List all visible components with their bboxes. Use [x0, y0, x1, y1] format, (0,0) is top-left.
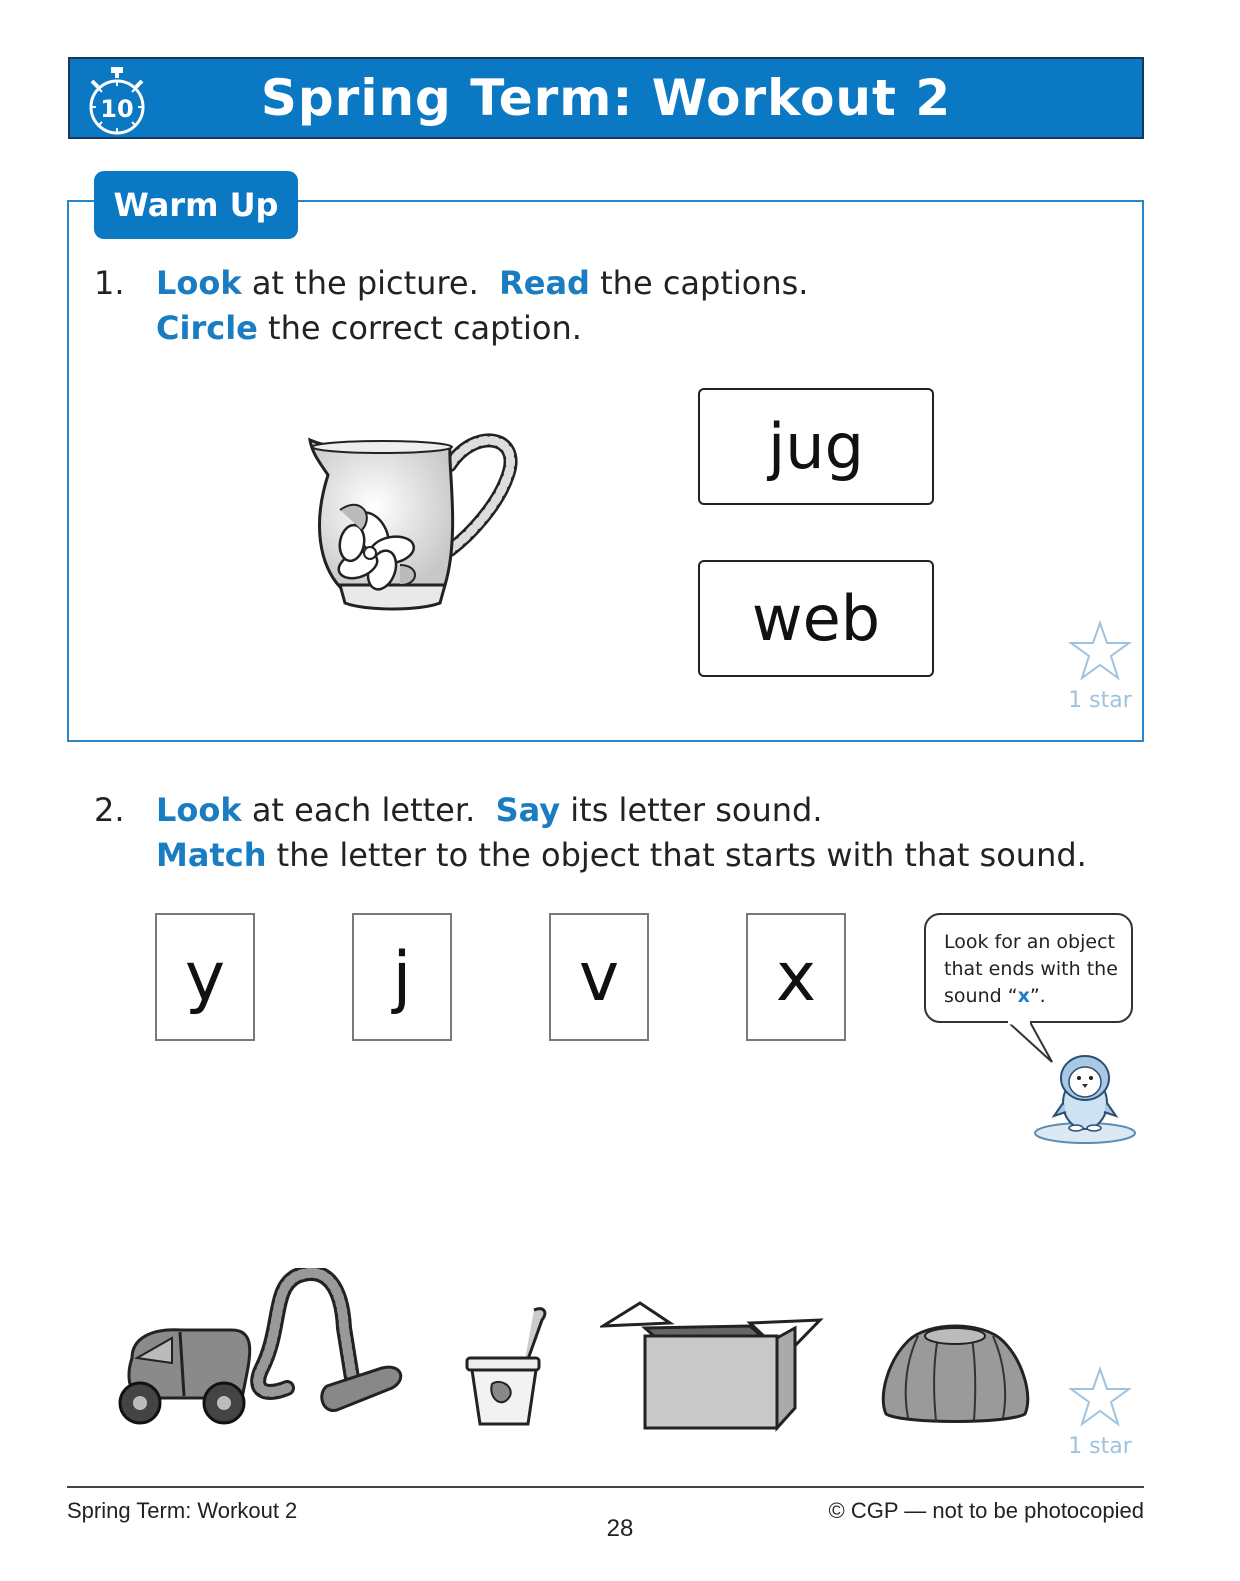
instruction-text: at each letter. — [241, 791, 476, 829]
hint-letter: x — [1017, 985, 1030, 1007]
question-2-number: 2. — [94, 791, 125, 829]
letter: v — [578, 937, 620, 1017]
question-2-line-2 — [156, 836, 1087, 874]
star-icon — [1068, 1366, 1132, 1428]
box-picture — [600, 1298, 825, 1433]
star-rating-q2 — [1065, 1366, 1135, 1459]
jelly-picture — [878, 1316, 1033, 1426]
star-icon — [1068, 620, 1132, 682]
hint-line: Look for an object — [944, 931, 1115, 953]
hint-line — [944, 983, 1121, 1010]
keyword-look: Look — [156, 791, 242, 829]
instruction-text: at the picture. — [241, 264, 479, 302]
instruction-text: the letter to the object that starts with that sound. — [266, 836, 1087, 874]
warmup-tab: Warm Up — [94, 171, 298, 239]
keyword-circle: Circle — [156, 309, 258, 347]
vacuum-cleaner-picture — [112, 1268, 412, 1433]
footer-title: Spring Term: Workout 2 — [67, 1498, 298, 1523]
question-2-line-1 — [156, 791, 823, 829]
letter-card-j[interactable] — [352, 913, 452, 1041]
instruction-text: its letter sound. — [560, 791, 823, 829]
caption-text: jug — [768, 410, 864, 483]
instruction-text: the captions. — [589, 264, 809, 302]
hint-speech-bubble — [924, 913, 1133, 1023]
header-bar — [68, 57, 1144, 139]
star-label: 1 star — [1068, 1434, 1132, 1459]
letter: j — [392, 937, 412, 1017]
page-title: Spring Term: Workout 2 — [260, 69, 952, 127]
letter: y — [184, 937, 226, 1017]
timer-minutes: 10 — [100, 95, 134, 123]
keyword-look: Look — [156, 264, 242, 302]
star-label: 1 star — [1068, 688, 1132, 713]
keyword-read: Read — [499, 264, 590, 302]
caption-text: web — [751, 582, 881, 655]
hint-text: sound “ — [944, 985, 1018, 1007]
question-1-line-1 — [156, 264, 808, 302]
letter-card-v[interactable] — [549, 913, 649, 1041]
keyword-match: Match — [156, 836, 267, 874]
jug-picture — [300, 425, 520, 620]
keyword-say: Say — [495, 791, 561, 829]
footer-copyright: © CGP — not to be photocopied — [828, 1498, 1144, 1523]
yoghurt-pot-picture — [462, 1306, 552, 1431]
caption-jug[interactable] — [698, 388, 934, 505]
hint-line: that ends with the — [944, 958, 1118, 980]
star-rating-q1 — [1065, 620, 1135, 713]
penguin-mascot-icon — [1030, 1048, 1140, 1148]
footer-rule — [67, 1486, 1144, 1488]
hint-text: ”. — [1029, 985, 1046, 1007]
letter-card-y[interactable] — [155, 913, 255, 1041]
question-1-line-2 — [156, 309, 582, 347]
letter-card-x[interactable] — [746, 913, 846, 1041]
question-1-number: 1. — [94, 264, 125, 302]
letter: x — [775, 937, 817, 1017]
caption-web[interactable] — [698, 560, 934, 677]
instruction-text: the correct caption. — [257, 309, 582, 347]
page-number: 28 — [606, 1515, 634, 1542]
